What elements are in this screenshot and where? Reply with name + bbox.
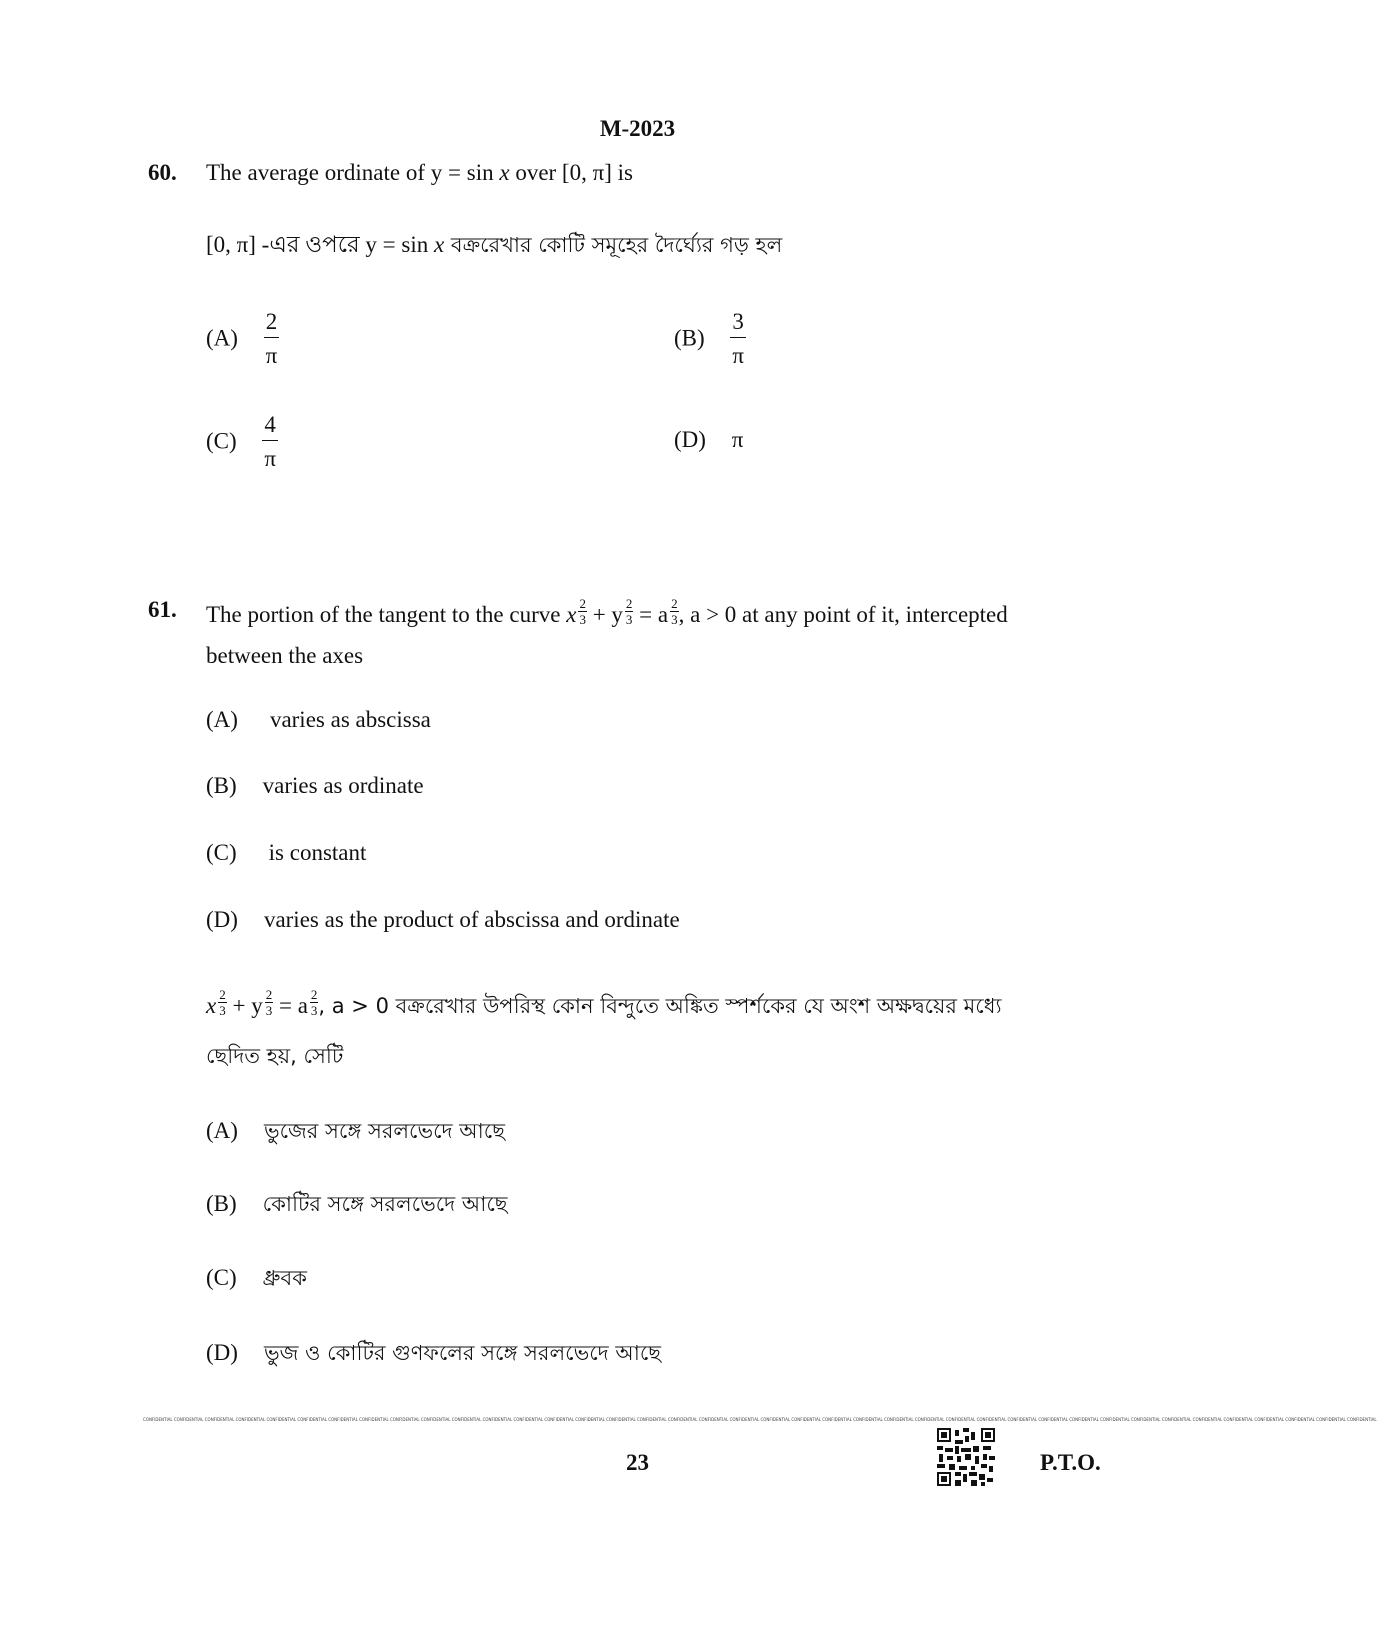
q61-en-option-c: (C) is constant [206, 840, 367, 865]
qr-code-icon [937, 1428, 995, 1486]
question-60-number: 60. [148, 160, 177, 185]
option-label: (D) [674, 427, 706, 452]
q60-option-d [674, 427, 743, 453]
fraction: $\frac{2}{\pi}$ [265, 309, 278, 368]
q61-en-option-a: (A) varies as abscissa [206, 707, 431, 732]
exponent: $\frac{2}{3}$ [671, 596, 678, 627]
q61-bn-option-a: (A) ভুজের সঙ্গে সরলভেদে আছে [206, 1118, 505, 1143]
exponent: $\frac{2}{3}$ [219, 987, 226, 1018]
question-61-number: 61. [148, 597, 177, 622]
q61-en-option-b: (B) varies as ordinate [206, 773, 424, 798]
question-61-text-bn: x $\frac{2}{3}$ + y $\frac{2}{3}$ = a $\frac{2}{3}$ , a > 0 বক্ররেখার উপরিস্থ কোন বিন্দুতে অঙ্কিত স্পর্শকের যে অংশ অক্ষদ্বয়ের মধ্যে [206, 987, 1002, 1018]
q61-en-option-d: (D) varies as the product of abscissa and ordinate [206, 907, 680, 932]
confidential-strip: CONFIDENTIAL CONFIDENTIAL CONFIDENTIAL CONFIDENTIAL CONFIDENTIAL CONFIDENTIAL CONFIDENTIAL CONFIDENTIAL CONFIDENTIAL CONFIDENTIAL CONFIDENTIAL CONFIDENTIAL CONFIDENTIAL CONFIDENTIAL CONFIDENTIAL CONFIDENTIAL CONFIDENTIAL CONFIDENTIAL CONFIDENTIAL CONFIDENTIAL CONFIDENTIAL CONFIDENTIAL CONFIDENTIAL CONFIDENTIAL CONFIDENTIAL CONFIDENTIAL CONFIDENTIAL CONFIDENTIAL CONFIDENTIAL CONFIDENTIAL CONFIDENTIAL CONFIDENTIAL CONFIDENTIAL CONFIDENTIAL CONFIDENTIAL CONFIDENTIAL CONFIDENTIAL CONFIDENTIAL CONFIDENTIAL CONFIDENTIAL [143, 1417, 1377, 1422]
question-60-text-bn: [0, π] -এর ওপরে y = sin x বক্ররেখার কোটি সমূহের দৈর্ঘ্যের গড় হল [206, 232, 783, 257]
exponent: $\frac{2}{3}$ [625, 596, 633, 627]
q61-bn-option-b: (B) কোটির সঙ্গে সরলভেদে আছে [206, 1191, 508, 1216]
exponent: $\frac{2}{3}$ [265, 987, 273, 1018]
q60-option-a [206, 310, 279, 367]
question-61-text-bn-line2: ছেদিত হয়, সেটি [206, 1044, 344, 1068]
exponent: $\frac{2}{3}$ [579, 596, 586, 627]
question-61-text-en: The portion of the tangent to the curve x $\frac{2}{3}$ + y $\frac{2}{3}$ = a $\frac{2}{3}$ , a > 0 at any point of it, intercepted [206, 596, 1008, 627]
q60-option-b [674, 310, 746, 367]
question-61-text-en-line2: between the axes [206, 643, 364, 668]
option-text: π [731, 427, 744, 452]
option-label: (B) [674, 325, 705, 351]
page-header-code: M-2023 [599, 116, 676, 141]
question-60-text-en: The average ordinate of y = sin x over [0, π] is [206, 160, 633, 185]
page-number: 23 [626, 1450, 649, 1475]
option-label: (C) [206, 428, 237, 454]
pto-label: P.T.O. [1040, 1450, 1101, 1475]
q60-option-c [206, 413, 278, 470]
q61-bn-option-d: (D) ভুজ ও কোটির গুণফলের সঙ্গে সরলভেদে আছে [206, 1340, 662, 1365]
fraction: $\frac{4}{\pi}$ [264, 412, 276, 471]
exponent: $\frac{2}{3}$ [310, 987, 318, 1018]
q61-bn-option-c: (C) ধ্রুবক [206, 1265, 307, 1290]
fraction: $\frac{3}{\pi}$ [732, 309, 744, 368]
option-label: (A) [206, 325, 238, 351]
